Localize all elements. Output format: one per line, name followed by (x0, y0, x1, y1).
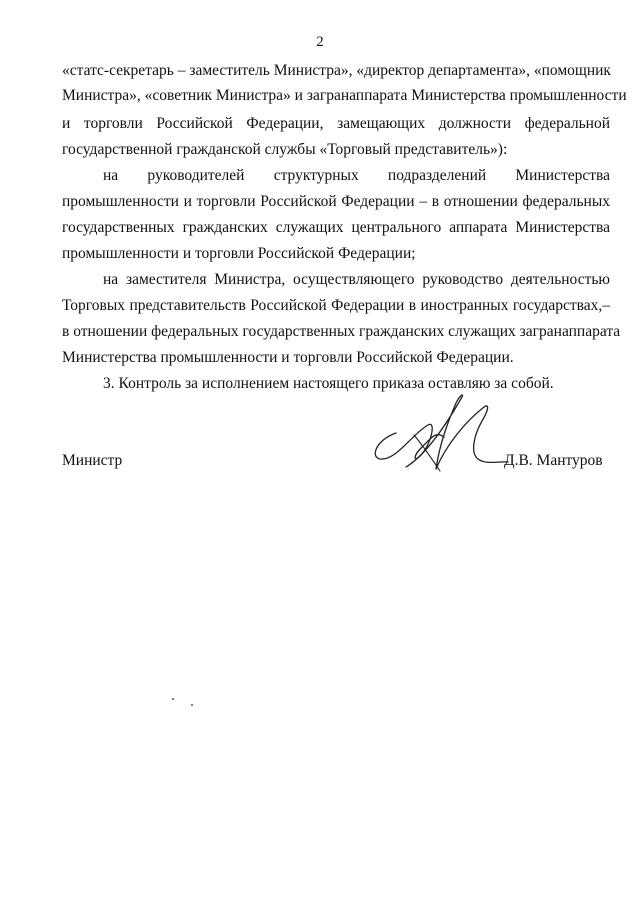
signatory-role: Министр (62, 452, 123, 469)
text-line-9: на заместителя Министра, осуществляющего руководство деятельностью (103, 271, 610, 288)
text-line-3: и торговли Российской Федерации, замещающих должности федеральной (62, 115, 610, 132)
signatory-name: Д.В. Мантуров (504, 452, 603, 469)
handwritten-signature (366, 385, 516, 480)
scan-speck (191, 704, 193, 706)
text-line-13: 3. Контроль за исполнением настоящего приказа оставляю за собой. (103, 375, 554, 392)
text-line-7: государственных гражданских служащих центрального аппарата Министерства (62, 219, 610, 236)
text-line-10: Торговых представительств Российской Федерации в иностранных государствах,– (62, 297, 610, 314)
scan-speck (172, 698, 174, 700)
text-line-6: промышленности и торговли Российской Федерации – в отношении федеральных (62, 193, 610, 210)
page-number: 2 (316, 34, 324, 50)
text-line-2: Министра», «советник Министра» и загранаппарата Министерства промышленности (62, 87, 627, 104)
text-line-8: промышленности и торговли Российской Федерации; (62, 245, 416, 262)
text-line-11: в отношении федеральных государственных гражданских служащих загранаппарата (62, 323, 621, 340)
text-line-5: на руководителей структурных подразделений Министерства (103, 167, 610, 184)
text-line-12: Министерства промышленности и торговли Российской Федерации. (62, 349, 514, 366)
text-line-4: государственной гражданской службы «Торговый представитель»): (62, 141, 508, 158)
text-line-1: «статс-секретарь – заместитель Министра», «директор департамента», «помощник (62, 62, 611, 79)
